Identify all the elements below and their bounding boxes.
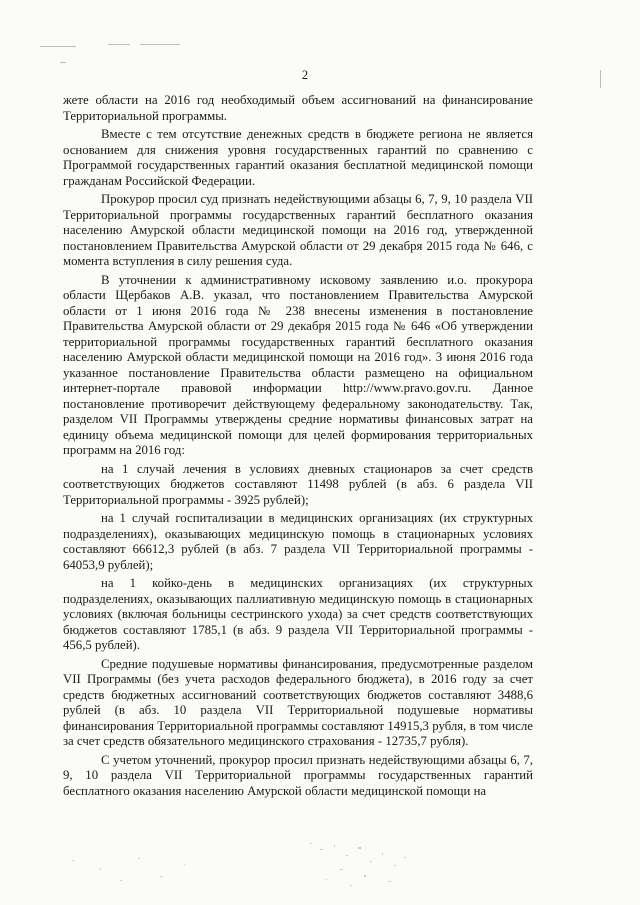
scan-noise	[60, 850, 200, 890]
paragraph: С учетом уточнений, прокурор просил признать недействующими абзацы 6, 7, 9, 10 раздела VII Территориальной программы государственных гарантий бесплатного оказания населению Амурской области медицинской помощи на	[63, 752, 533, 798]
scan-noise	[300, 835, 430, 895]
scan-artifact	[40, 46, 76, 47]
scan-artifact	[140, 44, 180, 45]
body-text	[63, 93, 533, 802]
paragraph: В уточнении к административному исковому заявлению и.о. прокурора области Щербаков А.В. указал, что постановлением Правительства Амурской области от 1 июня 2016 года № 238 внесены изменения в постановление Правительства Амурской области от 29 декабря 2015 года № 646 «Об утверждении территориальной программы государственных гарантий бесплатного оказания населению Амурской области медицинской помощи на 2016 год». 3 июня 2016 года указанное постановление Правительства области размещено на официальном интернет-портале правовой информации http://www.pravo.gov.ru. Данное постановление противоречит действующему федеральному законодательству. Так, разделом VII Программы утверждены средние нормативы финансовых затрат на единицу объема медицинской помощи для целей формирования территориальных программ на 2016 год:	[63, 272, 533, 457]
list-paragraph: на 1 койко-день в медицинских организациях (их структурных подразделениях, оказывающих паллиативную медицинскую помощь в стационарных условиях (включая больницы сестринского ухода) за счет средств соответствующих бюджетов составляют 1785,1 (в абз. 9 раздела VII Территориальной программы - 456,5 рублей).	[63, 576, 533, 652]
page-number: 2	[301, 68, 309, 82]
scan-artifact	[60, 62, 66, 63]
list-paragraph: на 1 случай госпитализации в медицинских организациях (их структурных подразделениях), оказывающих медицинскую помощь в стационарных условиях составляют 66612,3 рублей (в абз. 7 раздела VII Территориальной программы - 64053,9 рублей);	[63, 511, 533, 572]
paragraph: Прокурор просил суд признать недействующими абзацы 6, 7, 9, 10 раздела VII Территориальной программы государственных гарантий бесплатного оказания населению Амурской области медицинской помощи на 2016 год, утвержденной постановлением Правительства Амурской области от 29 декабря 2015 года № 646, с момента вступления в силу решения суда.	[63, 192, 533, 268]
paragraph: Вместе с тем отсутствие денежных средств в бюджете региона не является основанием для снижения уровня государственных гарантий по сравнению с Программой государственных гарантий оказания бесплатной медицинской помощи гражданам Российской Федерации.	[63, 127, 533, 188]
scan-artifact	[108, 44, 130, 45]
paragraph: жете области на 2016 год необходимый объем ассигнований на финансирование Территориальной программы.	[63, 93, 533, 123]
paragraph: Средние подушевые нормативы финансирования, предусмотренные разделом VII Программы (без учета расходов федерального бюджета), в 2016 году за счет средств бюджетных ассигнований соответствующих бюджетов составляют 3488,6 рублей (в абз. 10 раздела VII Территориальной подушевые нормативы финансирования Территориальной программы составляют 14915,3 рубля, в том числе за счет средств обязательного медицинского страхования - 12735,7 рубля).	[63, 656, 533, 748]
list-paragraph: на 1 случай лечения в условиях дневных стационаров за счет средств соответствующих бюджетов составляют 11498 рублей (в абз. 6 раздела VII Территориальной программы - 3925 рублей);	[63, 461, 533, 507]
